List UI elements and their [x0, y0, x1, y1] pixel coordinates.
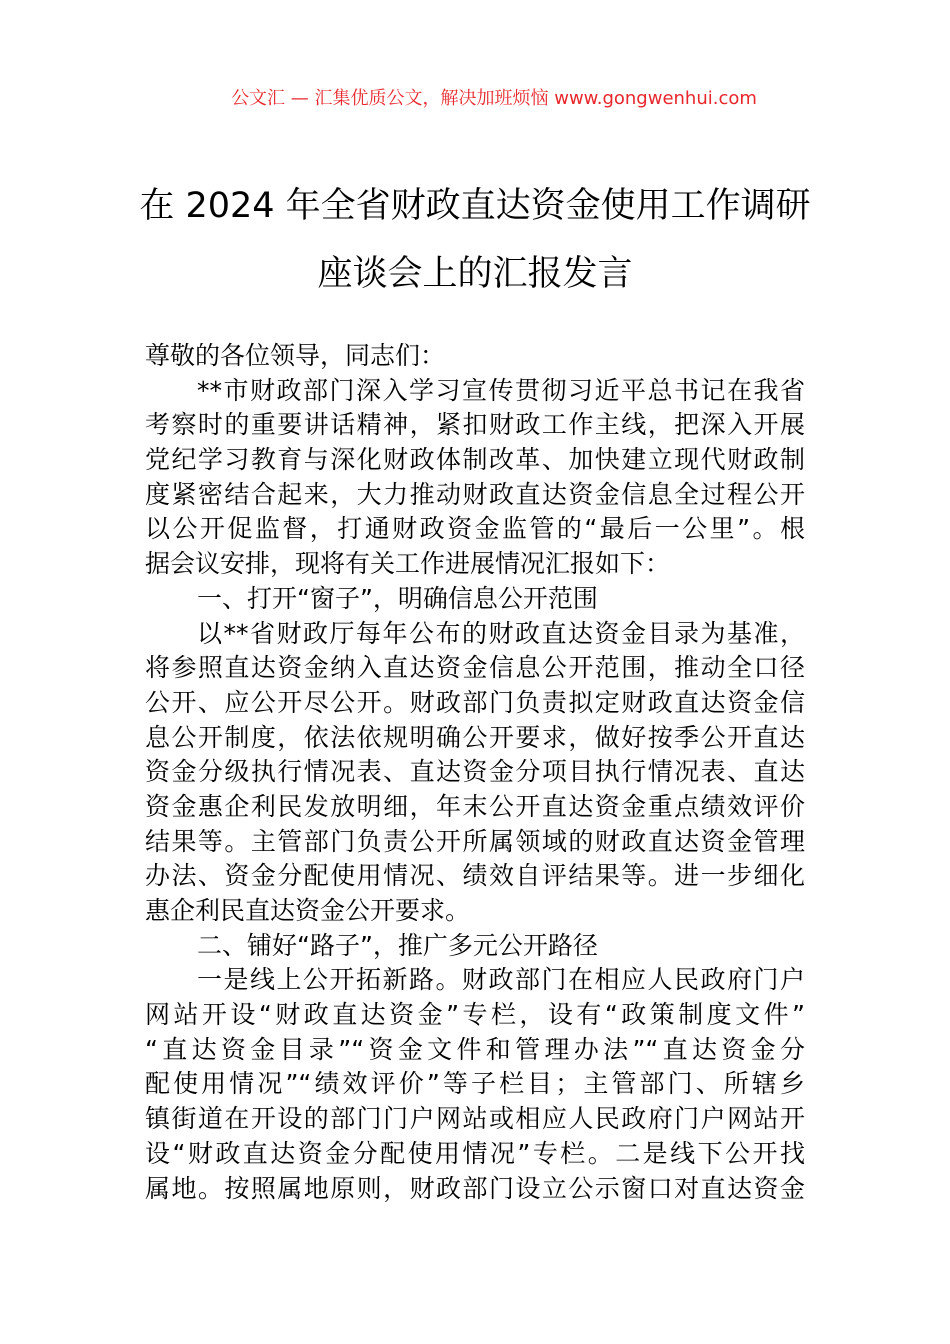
body-line: 以**省财政厅每年公布的财政直达资金目录为基准， [197, 618, 805, 648]
section-heading-2: 二、铺好“路子”，推广多元公开路径 [197, 930, 598, 960]
body-line: 镇街道在开设的部门门户网站或相应人民政府门户网站开 [145, 1104, 805, 1134]
body-line: 配使用情况”“绩效评价”等子栏目；主管部门、所辖乡 [145, 1069, 805, 1099]
body-line: 网站开设“财政直达资金”专栏，设有“政策制度文件” [145, 1000, 805, 1030]
body-line: **市财政部门深入学习宣传贯彻习近平总书记在我省 [197, 375, 805, 405]
body-line: 办法、资金分配使用情况、绩效自评结果等。进一步细化 [145, 861, 805, 891]
body-line: 考察时的重要讲话精神，紧扣财政工作主线，把深入开展 [145, 410, 805, 440]
body-line: 据会议安排，现将有关工作进展情况汇报如下： [145, 549, 671, 579]
body-line: 息公开制度，依法依规明确公开要求，做好按季公开直达 [145, 722, 805, 752]
document-title-line-1: 在 2024 年全省财政直达资金使用工作调研 [139, 186, 811, 226]
body-line: 以公开促监督，打通财政资金监管的“最后一公里”。根 [145, 514, 805, 544]
watermark-header: 公文汇 — 汇集优质公文，解决加班烦恼 www.gongwenhui.com [231, 88, 757, 109]
body-line: 度紧密结合起来，大力推动财政直达资金信息全过程公开 [145, 479, 805, 509]
section-heading-1: 一、打开“窗子”，明确信息公开范围 [197, 583, 598, 613]
body-line: 公开、应公开尽公开。财政部门负责拟定财政直达资金信 [145, 687, 805, 717]
body-line: 一是线上公开拓新路。财政部门在相应人民政府门户 [197, 965, 805, 995]
document-body [145, 339, 805, 1206]
body-line: 党纪学习教育与深化财政体制改革、加快建立现代财政制 [145, 445, 805, 475]
salutation: 尊敬的各位领导，同志们： [145, 341, 446, 370]
body-line: 惠企利民直达资金公开要求。 [145, 896, 471, 925]
body-line: 设“财政直达资金分配使用情况”专栏。二是线下公开找 [145, 1138, 805, 1168]
body-line: “直达资金目录”“资金文件和管理办法”“直达资金分 [145, 1034, 805, 1064]
body-line: 将参照直达资金纳入直达资金信息公开范围，推动全口径 [145, 653, 805, 683]
body-line: 结果等。主管部门负责公开所属领域的财政直达资金管理 [145, 826, 805, 856]
document-title-line-2: 座谈会上的汇报发言 [317, 254, 633, 294]
body-line: 资金分级执行情况表、直达资金分项目执行情况表、直达 [145, 757, 805, 787]
body-line: 资金惠企利民发放明细，年末公开直达资金重点绩效评价 [145, 791, 805, 821]
body-line: 属地。按照属地原则，财政部门设立公示窗口对直达资金 [145, 1173, 805, 1203]
